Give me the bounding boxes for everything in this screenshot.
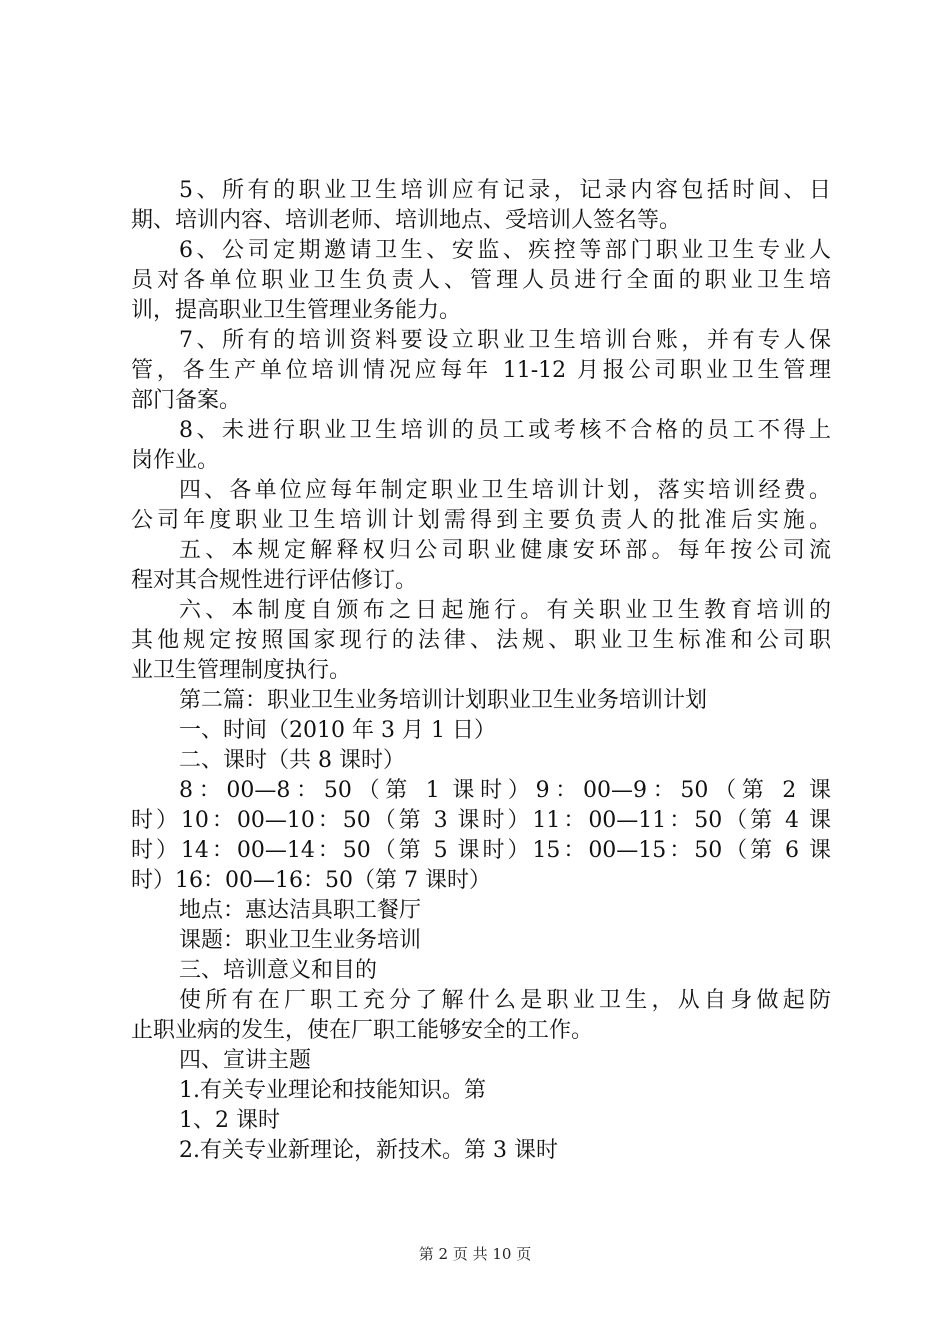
page-number-footer: 第 2 页 共 10 页 [418,1245,532,1263]
paragraph-line: 2.有关专业新理论，新技术。第 3 课时 [179,1138,558,1163]
paragraph-line: 程对其合规性进行评估修订。 [131,568,418,593]
schedule-line: 时）16：00—16：50（第 7 课时） [131,868,491,893]
paragraph-line: 员对各单位职业卫生负责人、管理人员进行全面的职业卫生培 [131,268,831,293]
paragraph-line: 其他规定按照国家现行的法律、法规、职业卫生标准和公司职 [131,628,831,653]
paragraph-line: 四、宣讲主题 [179,1048,312,1073]
document-body [131,176,831,1166]
section-heading: 第二篇：职业卫生业务培训计划职业卫生业务培训计划 [179,688,708,713]
paragraph-line: 二、课时（共 8 课时） [179,748,405,773]
paragraph-line: 五、本规定解释权归公司职业健康安环部。每年按公司流 [179,538,831,563]
paragraph-line: 部门备案。 [131,388,242,413]
paragraph-line: 5、所有的职业卫生培训应有记录，记录内容包括时间、日 [179,178,831,203]
paragraph-line: 8、未进行职业卫生培训的员工或考核不合格的员工不得上 [179,418,831,443]
paragraph-line: 岗作业。 [131,448,220,473]
paragraph-line: 公司年度职业卫生培训计划需得到主要负责人的批准后实施。 [131,508,831,533]
paragraph-line: 三、培训意义和目的 [179,958,378,983]
paragraph-line: 六、本制度自颁布之日起施行。有关职业卫生教育培训的 [179,598,831,623]
paragraph-line: 7、所有的培训资料要设立职业卫生培训台账，并有专人保 [179,328,831,353]
schedule-line: 时）10：00—10：50（第 3 课时）11：00—11：50（第 4 课 [131,808,831,833]
paragraph-line: 1、2 课时 [179,1108,280,1133]
paragraph-line: 使所有在厂职工充分了解什么是职业卫生，从自身做起防 [179,988,831,1013]
paragraph-line: 管，各生产单位培训情况应每年 11-12 月报公司职业卫生管理 [131,358,831,383]
paragraph-line: 期、培训内容、培训老师、培训地点、受培训人签名等。 [131,208,682,233]
paragraph-line: 课题：职业卫生业务培训 [179,928,422,953]
schedule-line: 时）14：00—14：50（第 5 课时）15：00—15：50（第 6 课 [131,838,831,863]
paragraph-line: 训，提高职业卫生管理业务能力。 [131,298,462,323]
paragraph-line: 四、各单位应每年制定职业卫生培训计划，落实培训经费。 [179,478,831,503]
paragraph-line: 业卫生管理制度执行。 [131,658,352,683]
paragraph-line: 一、时间（2010 年 3 月 1 日） [179,718,496,743]
paragraph-line: 1.有关专业理论和技能知识。第 [179,1078,486,1103]
paragraph-line: 6、公司定期邀请卫生、安监、疾控等部门职业卫生专业人 [179,238,831,263]
schedule-line: 8：00—8：50（第 1 课时）9：00—9：50（第 2 课 [179,778,831,803]
paragraph-line: 止职业病的发生，使在厂职工能够安全的工作。 [131,1018,594,1043]
paragraph-line: 地点：惠达洁具职工餐厅 [179,898,422,923]
